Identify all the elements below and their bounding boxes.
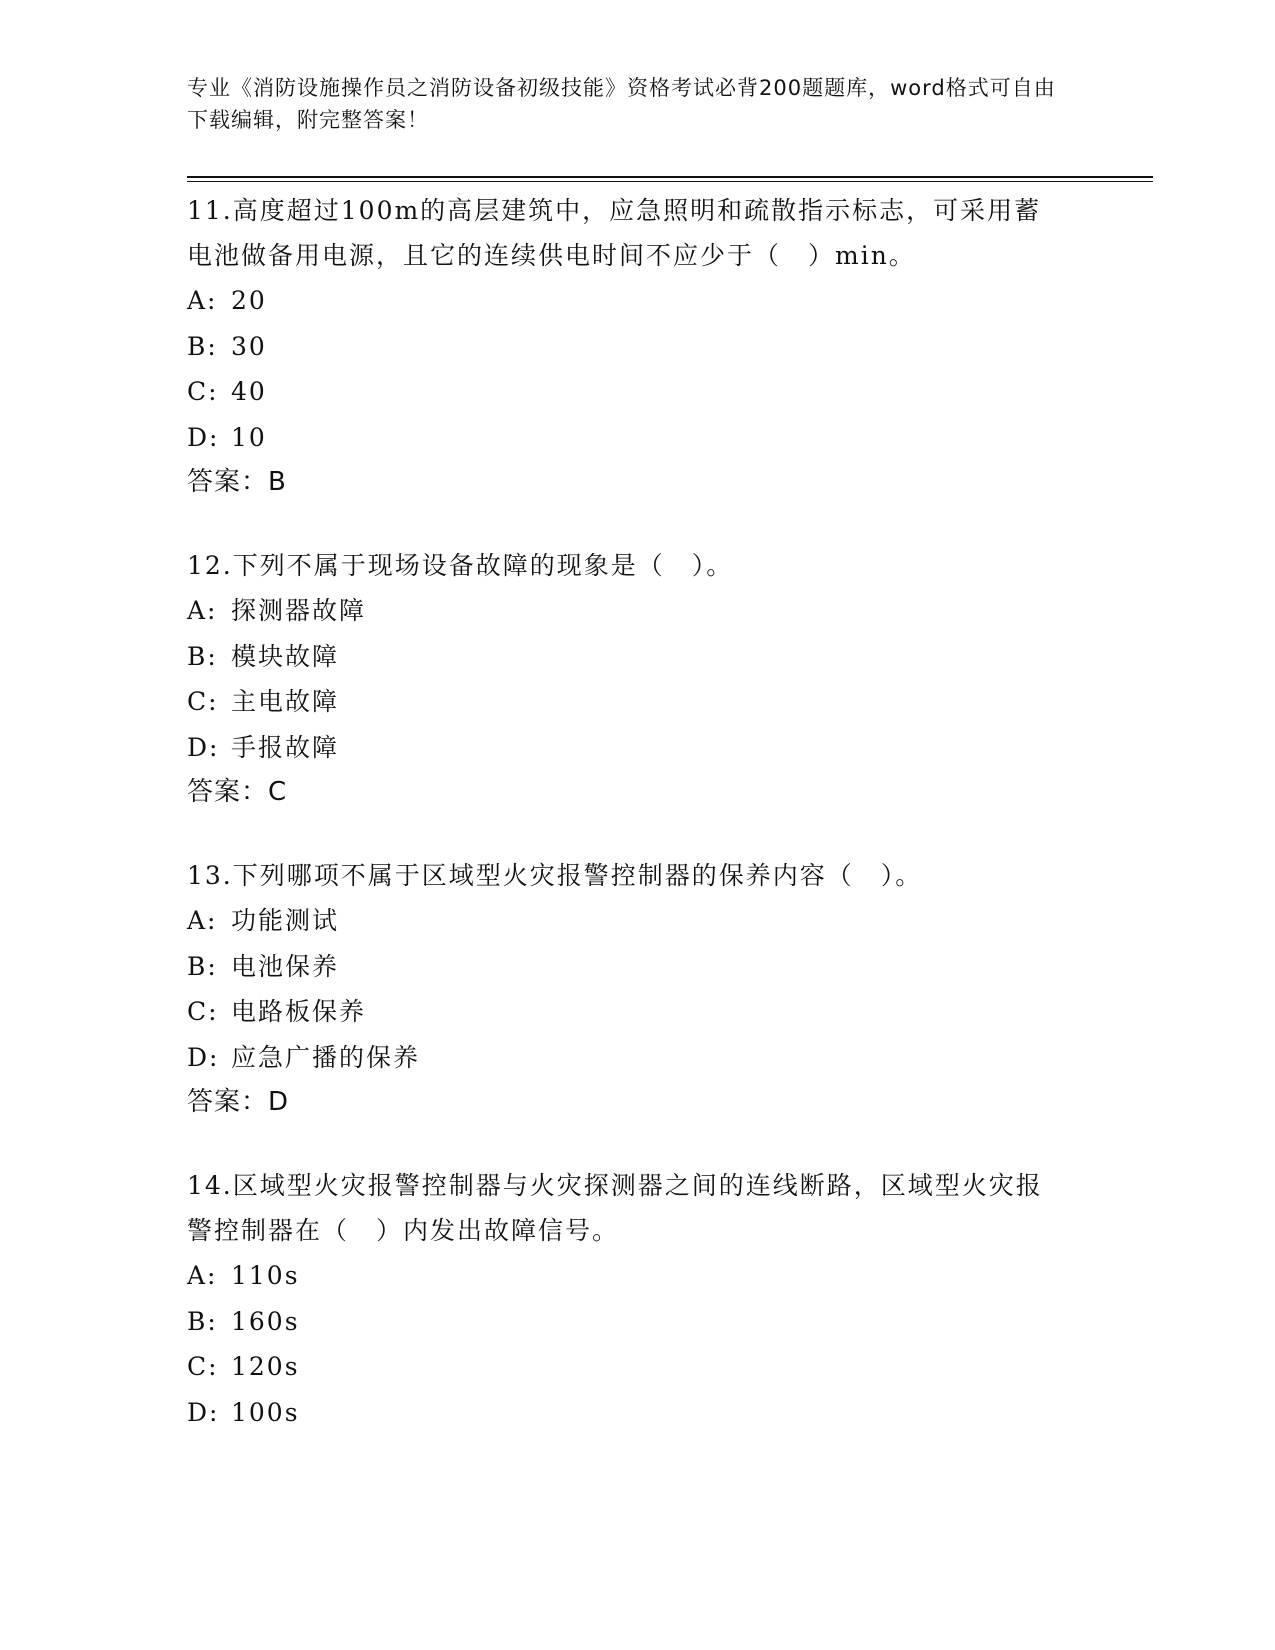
- option-a: [187, 1253, 1087, 1299]
- option-b: [187, 634, 1087, 680]
- option-letter: C:: [187, 997, 219, 1026]
- option-letter: D:: [187, 1042, 220, 1072]
- question-14: [187, 1163, 1087, 1435]
- option-letter: D:: [187, 422, 220, 452]
- option-text: 主电故障: [231, 687, 340, 716]
- option-text: 160s: [231, 1306, 300, 1336]
- question-13: [187, 853, 1087, 1124]
- option-text: 120s: [231, 1352, 300, 1381]
- option-text: 40: [231, 377, 267, 406]
- option-text: 电路板保养: [231, 997, 367, 1026]
- option-text: 10: [231, 422, 267, 452]
- header-divider-thick: [187, 176, 1153, 178]
- option-text: 功能测试: [231, 906, 340, 935]
- option-c: [187, 679, 1087, 725]
- option-text: 探测器故障: [231, 596, 367, 625]
- question-text: 12.下列不属于现场设备故障的现象是（ ）。: [187, 551, 734, 580]
- option-d: [187, 725, 1087, 771]
- option-letter: C:: [187, 687, 219, 716]
- option-c: [187, 369, 1087, 415]
- option-text: 手报故障: [231, 732, 340, 762]
- option-a: [187, 588, 1087, 634]
- question-text: 11.高度超过100m的高层建筑中，应急照明和疏散指示标志，可采用蓄电池做备用电源，且它的连续供电时间不应少于（ ）min。: [187, 196, 1042, 270]
- option-letter: C:: [187, 377, 219, 406]
- option-text: 100s: [231, 1397, 300, 1427]
- header-divider-thin: [187, 181, 1153, 182]
- question-text: 14.区域型火灾报警控制器与火灾探测器之间的连线断路，区域型火灾报警控制器在（ ）内发出故障信号。: [187, 1171, 1043, 1245]
- option-c: [187, 989, 1087, 1035]
- question-11: [187, 188, 1087, 504]
- question-list: [187, 188, 1087, 1474]
- answer: 答案：D: [187, 1087, 290, 1117]
- option-letter: B:: [187, 331, 218, 361]
- option-letter: A:: [187, 286, 218, 315]
- option-a: [187, 898, 1087, 944]
- option-b: [187, 944, 1087, 990]
- option-a: [187, 278, 1087, 324]
- option-letter: B:: [187, 1306, 218, 1336]
- answer: 答案：B: [187, 467, 287, 497]
- option-d: [187, 1035, 1087, 1081]
- question-12: [187, 543, 1087, 814]
- option-letter: B:: [187, 951, 218, 981]
- option-d: [187, 1390, 1087, 1436]
- document-header: 专业《消防设施操作员之消防设备初级技能》资格考试必背200题题库，word格式可自由下载编辑，附完整答案！: [187, 76, 1056, 132]
- option-text: 110s: [231, 1261, 300, 1290]
- question-text: 13.下列哪项不属于区域型火灾报警控制器的保养内容（ ）。: [187, 861, 923, 890]
- option-text: 30: [231, 331, 267, 361]
- option-b: [187, 324, 1087, 370]
- option-letter: C:: [187, 1352, 219, 1381]
- option-letter: D:: [187, 1397, 220, 1427]
- option-text: 模块故障: [231, 641, 340, 671]
- answer: 答案：C: [187, 777, 288, 807]
- option-text: 电池保养: [231, 951, 340, 981]
- option-letter: A:: [187, 906, 218, 935]
- option-text: 应急广播的保养: [231, 1042, 421, 1072]
- option-letter: A:: [187, 1261, 218, 1290]
- option-letter: B:: [187, 641, 218, 671]
- option-letter: A:: [187, 596, 218, 625]
- option-b: [187, 1299, 1087, 1345]
- option-text: 20: [231, 286, 267, 315]
- option-d: [187, 415, 1087, 461]
- option-c: [187, 1344, 1087, 1390]
- option-letter: D:: [187, 732, 220, 762]
